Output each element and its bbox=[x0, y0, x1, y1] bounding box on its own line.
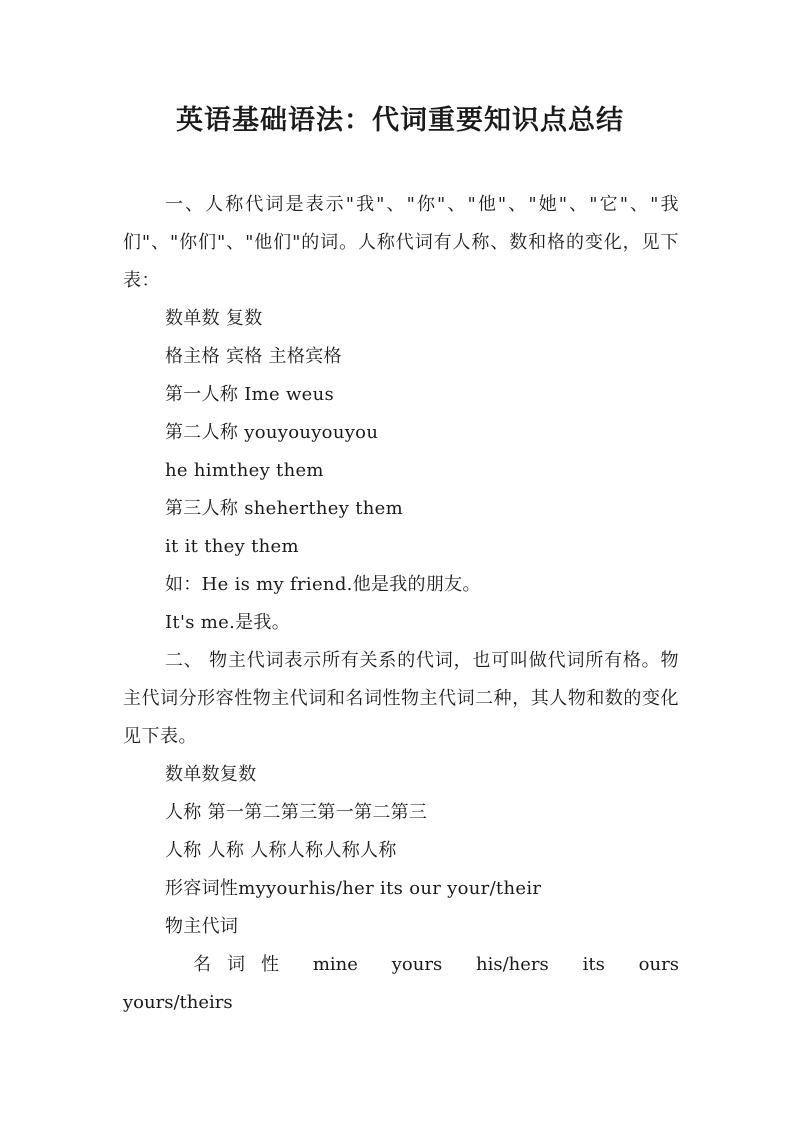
table1-row: 格主格 宾格 主格宾格 bbox=[165, 346, 342, 367]
table1-row: 第一人称 Ime weus bbox=[165, 384, 335, 405]
section1-intro: 一、人称代词是表示"我"、"你"、"他"、"她"、"它"、"我们"、"你们"、"他们"的词。人称代词有人称、数和格的变化，见下表： bbox=[123, 194, 679, 291]
table1-row: it it they them bbox=[165, 536, 299, 557]
table2-row: 物主代词 bbox=[165, 916, 239, 937]
label-char: 词 bbox=[227, 954, 245, 975]
label-char: 名 bbox=[193, 954, 211, 975]
noun-form-item: mine bbox=[312, 954, 358, 975]
table2-row: 人称 第一第二第三第一第二第三 bbox=[165, 802, 428, 823]
table2-row: 数单数复数 bbox=[165, 764, 257, 785]
document-title: 英语基础语法：代词重要知识点总结 bbox=[176, 105, 624, 136]
table1-row: 数单数 复数 bbox=[165, 308, 263, 329]
noun-form-item: ours bbox=[638, 954, 679, 975]
document-body bbox=[123, 186, 679, 1022]
table1-row: 第三人称 sheherthey them bbox=[165, 498, 403, 519]
table2-row: 人称 人称 人称人称人称人称 bbox=[165, 840, 397, 861]
noun-form-item: its bbox=[582, 954, 605, 975]
table1-row: 第二人称 youyouyouyou bbox=[165, 422, 379, 443]
table2-row: 形容词性myyourhis/her its our your/their bbox=[165, 878, 542, 899]
noun-form-item: yours bbox=[391, 954, 443, 975]
section2-intro: 二、 物主代词表示所有关系的代词，也可叫做代词所有格。物主代词分形容性物主代词和名词性物主代词二种，其人物和数的变化见下表。 bbox=[123, 650, 679, 747]
noun-form-label bbox=[193, 946, 279, 984]
noun-form-item: his/hers bbox=[476, 954, 549, 975]
label-char: 性 bbox=[261, 954, 279, 975]
example-sentence: It's me.是我。 bbox=[165, 612, 290, 633]
example-sentence: 如：He is my friend.他是我的朋友。 bbox=[165, 574, 481, 595]
table1-row: he himthey them bbox=[165, 460, 324, 481]
noun-form-tail: yours/theirs bbox=[123, 992, 233, 1013]
noun-form-row bbox=[123, 946, 679, 984]
